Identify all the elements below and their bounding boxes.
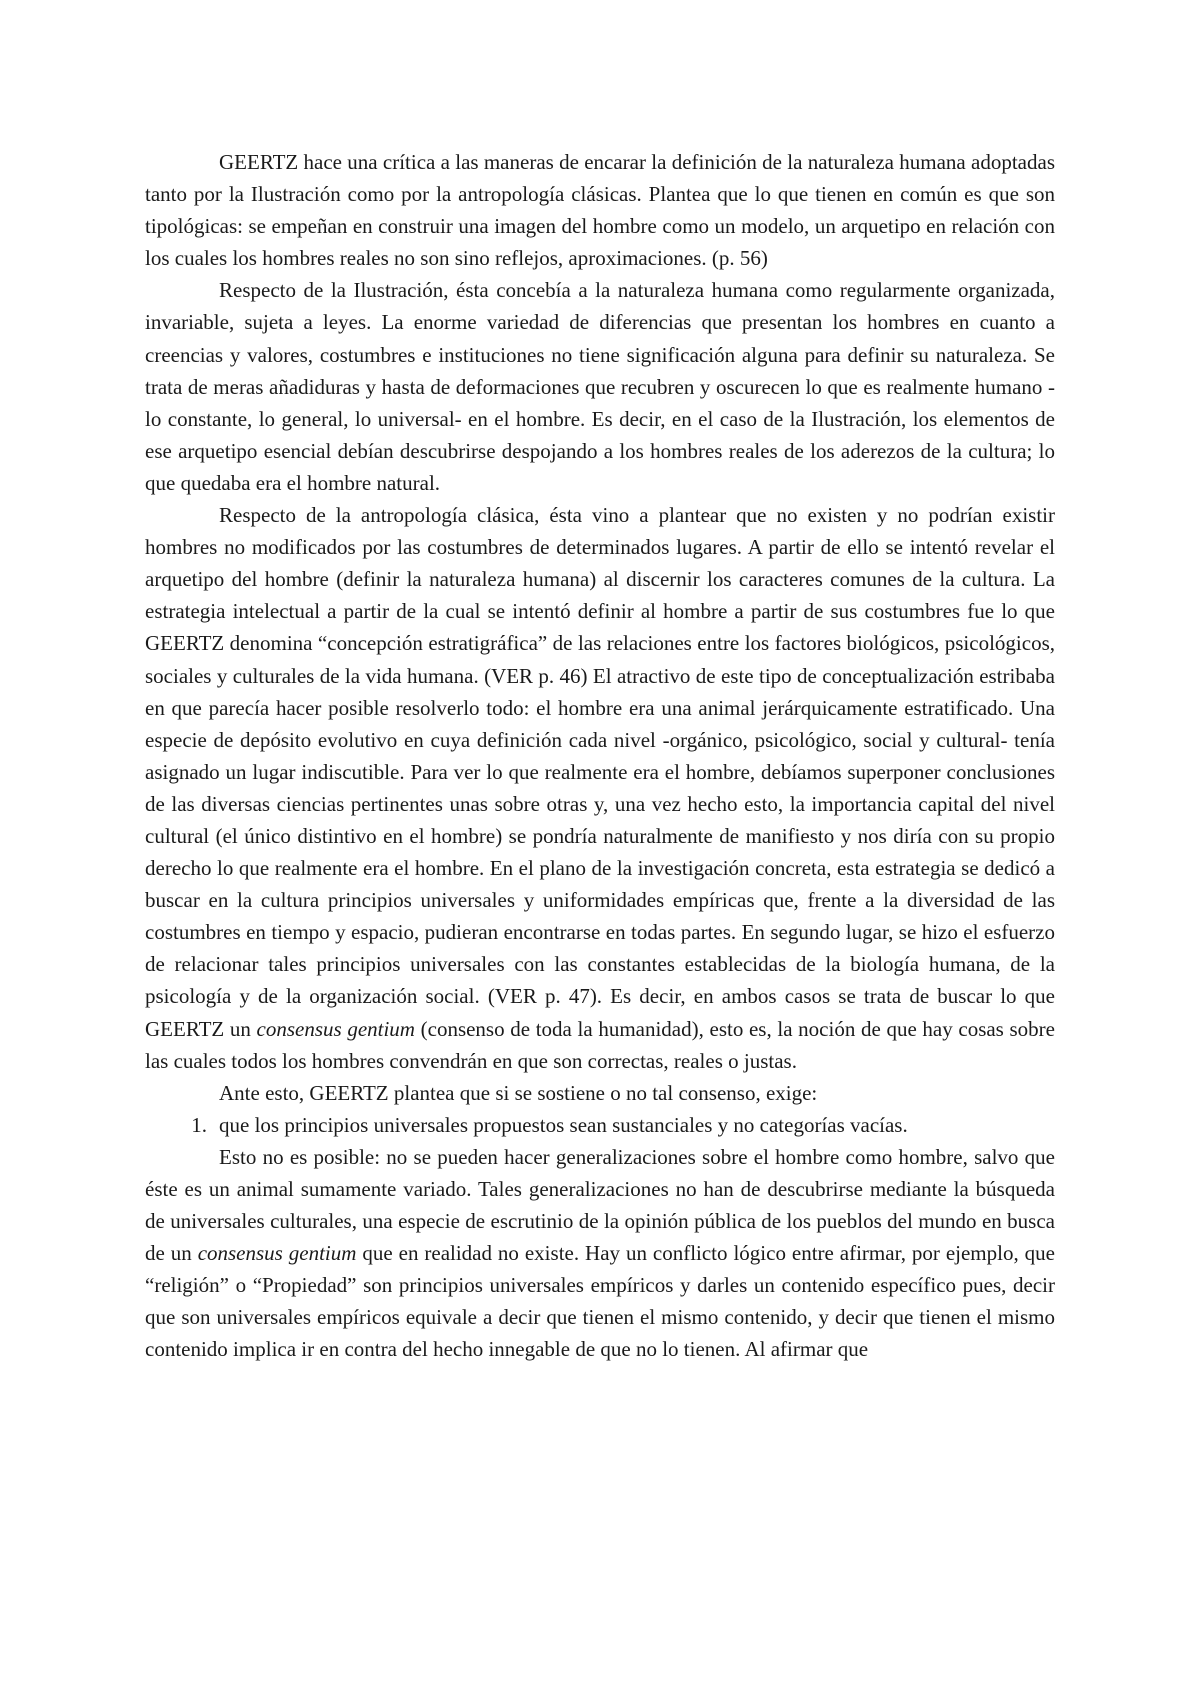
paragraph-no-es-posible bbox=[145, 1141, 1055, 1366]
paragraph-text-part: que en realidad no existe. Hay un conflicto lógico entre afirmar, por ejemplo, que “religión” o “Propiedad” son principios universales empíricos y darles un contenido específico pues, decir que son universales empíricos equivale a decir que tienen el mismo contenido, y decir que tienen el mismo contenido implica ir en contra del hecho innegable de que no lo tienen. Al afirmar que bbox=[145, 1241, 1055, 1362]
paragraph-geertz-critique: GEERTZ hace una crítica a las maneras de encarar la definición de la naturaleza humana adoptadas tanto por la Ilustración como por la antropología clásicas. Plantea que lo que tienen en común es que son tipológicas: se empeñan en construir una imagen del hombre como un modelo, un arquetipo en relación con los cuales los hombres reales no son sino reflejos, aproximaciones. (p. 56) bbox=[145, 150, 1055, 271]
paragraph-consenso: Ante esto, GEERTZ plantea que si se sostiene o no tal consenso, exige: bbox=[219, 1080, 818, 1105]
list-item bbox=[145, 1109, 1055, 1141]
paragraph-text-part: (consenso de toda la humanidad), esto es, la noción de que hay cosas sobre las cuales todos los hombres convendrán en que son correctas, reales o justas. bbox=[145, 1016, 1055, 1073]
italic-term: consensus gentium bbox=[256, 1016, 415, 1041]
list-text: que los principios universales propuestos sean sustanciales y no categorías vacías. bbox=[219, 1112, 908, 1137]
paragraph-text-part: Esto no es posible: no se pueden hacer generalizaciones sobre el hombre como hombre, salvo que éste es un animal sumamente variado. Tales generalizaciones no han de descubrirse mediante la búsqueda de universales culturales, una especie de escrutinio de la opinión pública de los pueblos del mundo en busca de un bbox=[145, 1144, 1055, 1266]
document-body bbox=[145, 146, 1055, 1366]
list-number: 1. bbox=[191, 1112, 207, 1137]
paragraph-ilustracion: Respecto de la Ilustración, ésta concebía a la naturaleza humana como regularmente organizada, invariable, sujeta a leyes. La enorme variedad de diferencias que presentan los hombres en cuanto a creencias y valores, costumbres e instituciones no tiene significación alguna para definir su naturaleza. Se trata de meras añadiduras y hasta de deformaciones que recubren y oscurecen lo que es realmente humano -lo constante, lo general, lo universal- en el hombre. Es decir, en el caso de la Ilustración, los elementos de ese arquetipo esencial debían descubrirse despojando a los hombres reales de los aderezos de la cultura; lo que quedaba era el hombre natural. bbox=[145, 278, 1055, 495]
italic-term: consensus gentium bbox=[197, 1241, 357, 1266]
paragraph-text-part: Respecto de la antropología clásica, ésta vino a plantear que no existen y no podrían existir hombres no modificados por las costumbres de determinados lugares. A partir de ello se intentó revelar el arquetipo del hombre (definir la naturaleza humana) al discernir los caracteres comunes de la cultura. La estrategia intelectual a partir de la cual se intentó definir al hombre a partir de sus costumbres fue lo que GEERTZ denomina “concepción estratigráfica” de las relaciones entre los factores biológicos, psicológicos, sociales y culturales de la vida humana. (VER p. 46) El atractivo de este tipo de conceptualización estribaba en que parecía hacer posible resolverlo todo: el hombre era una animal jerárquicamente estratificado. Una especie de depósito evolutivo en cuya definición cada nivel -orgánico, psicológico, social y cultural- tenía asignado un lugar indiscutible. Para ver lo que realmente era el hombre, debíamos superponer conclusiones de las diversas ciencias pertinentes unas sobre otras y, una vez hecho esto, la importancia capital del nivel cultural (el único distintivo en el hombre) se pondría naturalmente de manifiesto y nos diría con su propio derecho lo que realmente era el hombre. En el plano de la investigación concreta, esta estrategia se dedicó a buscar en la cultura principios universales y uniformidades empíricas que, frente a la diversidad de las costumbres en tiempo y espacio, pudieran encontrarse en todas partes. En segundo lugar, se hizo el esfuerzo de relacionar tales principios universales con las constantes establecidas de la biología humana, de la psicología y de la organización social. (VER p. 47). Es decir, en ambos casos se trata de buscar lo que GEERTZ un bbox=[145, 503, 1055, 1041]
paragraph-antropologia-clasica bbox=[145, 499, 1055, 1077]
